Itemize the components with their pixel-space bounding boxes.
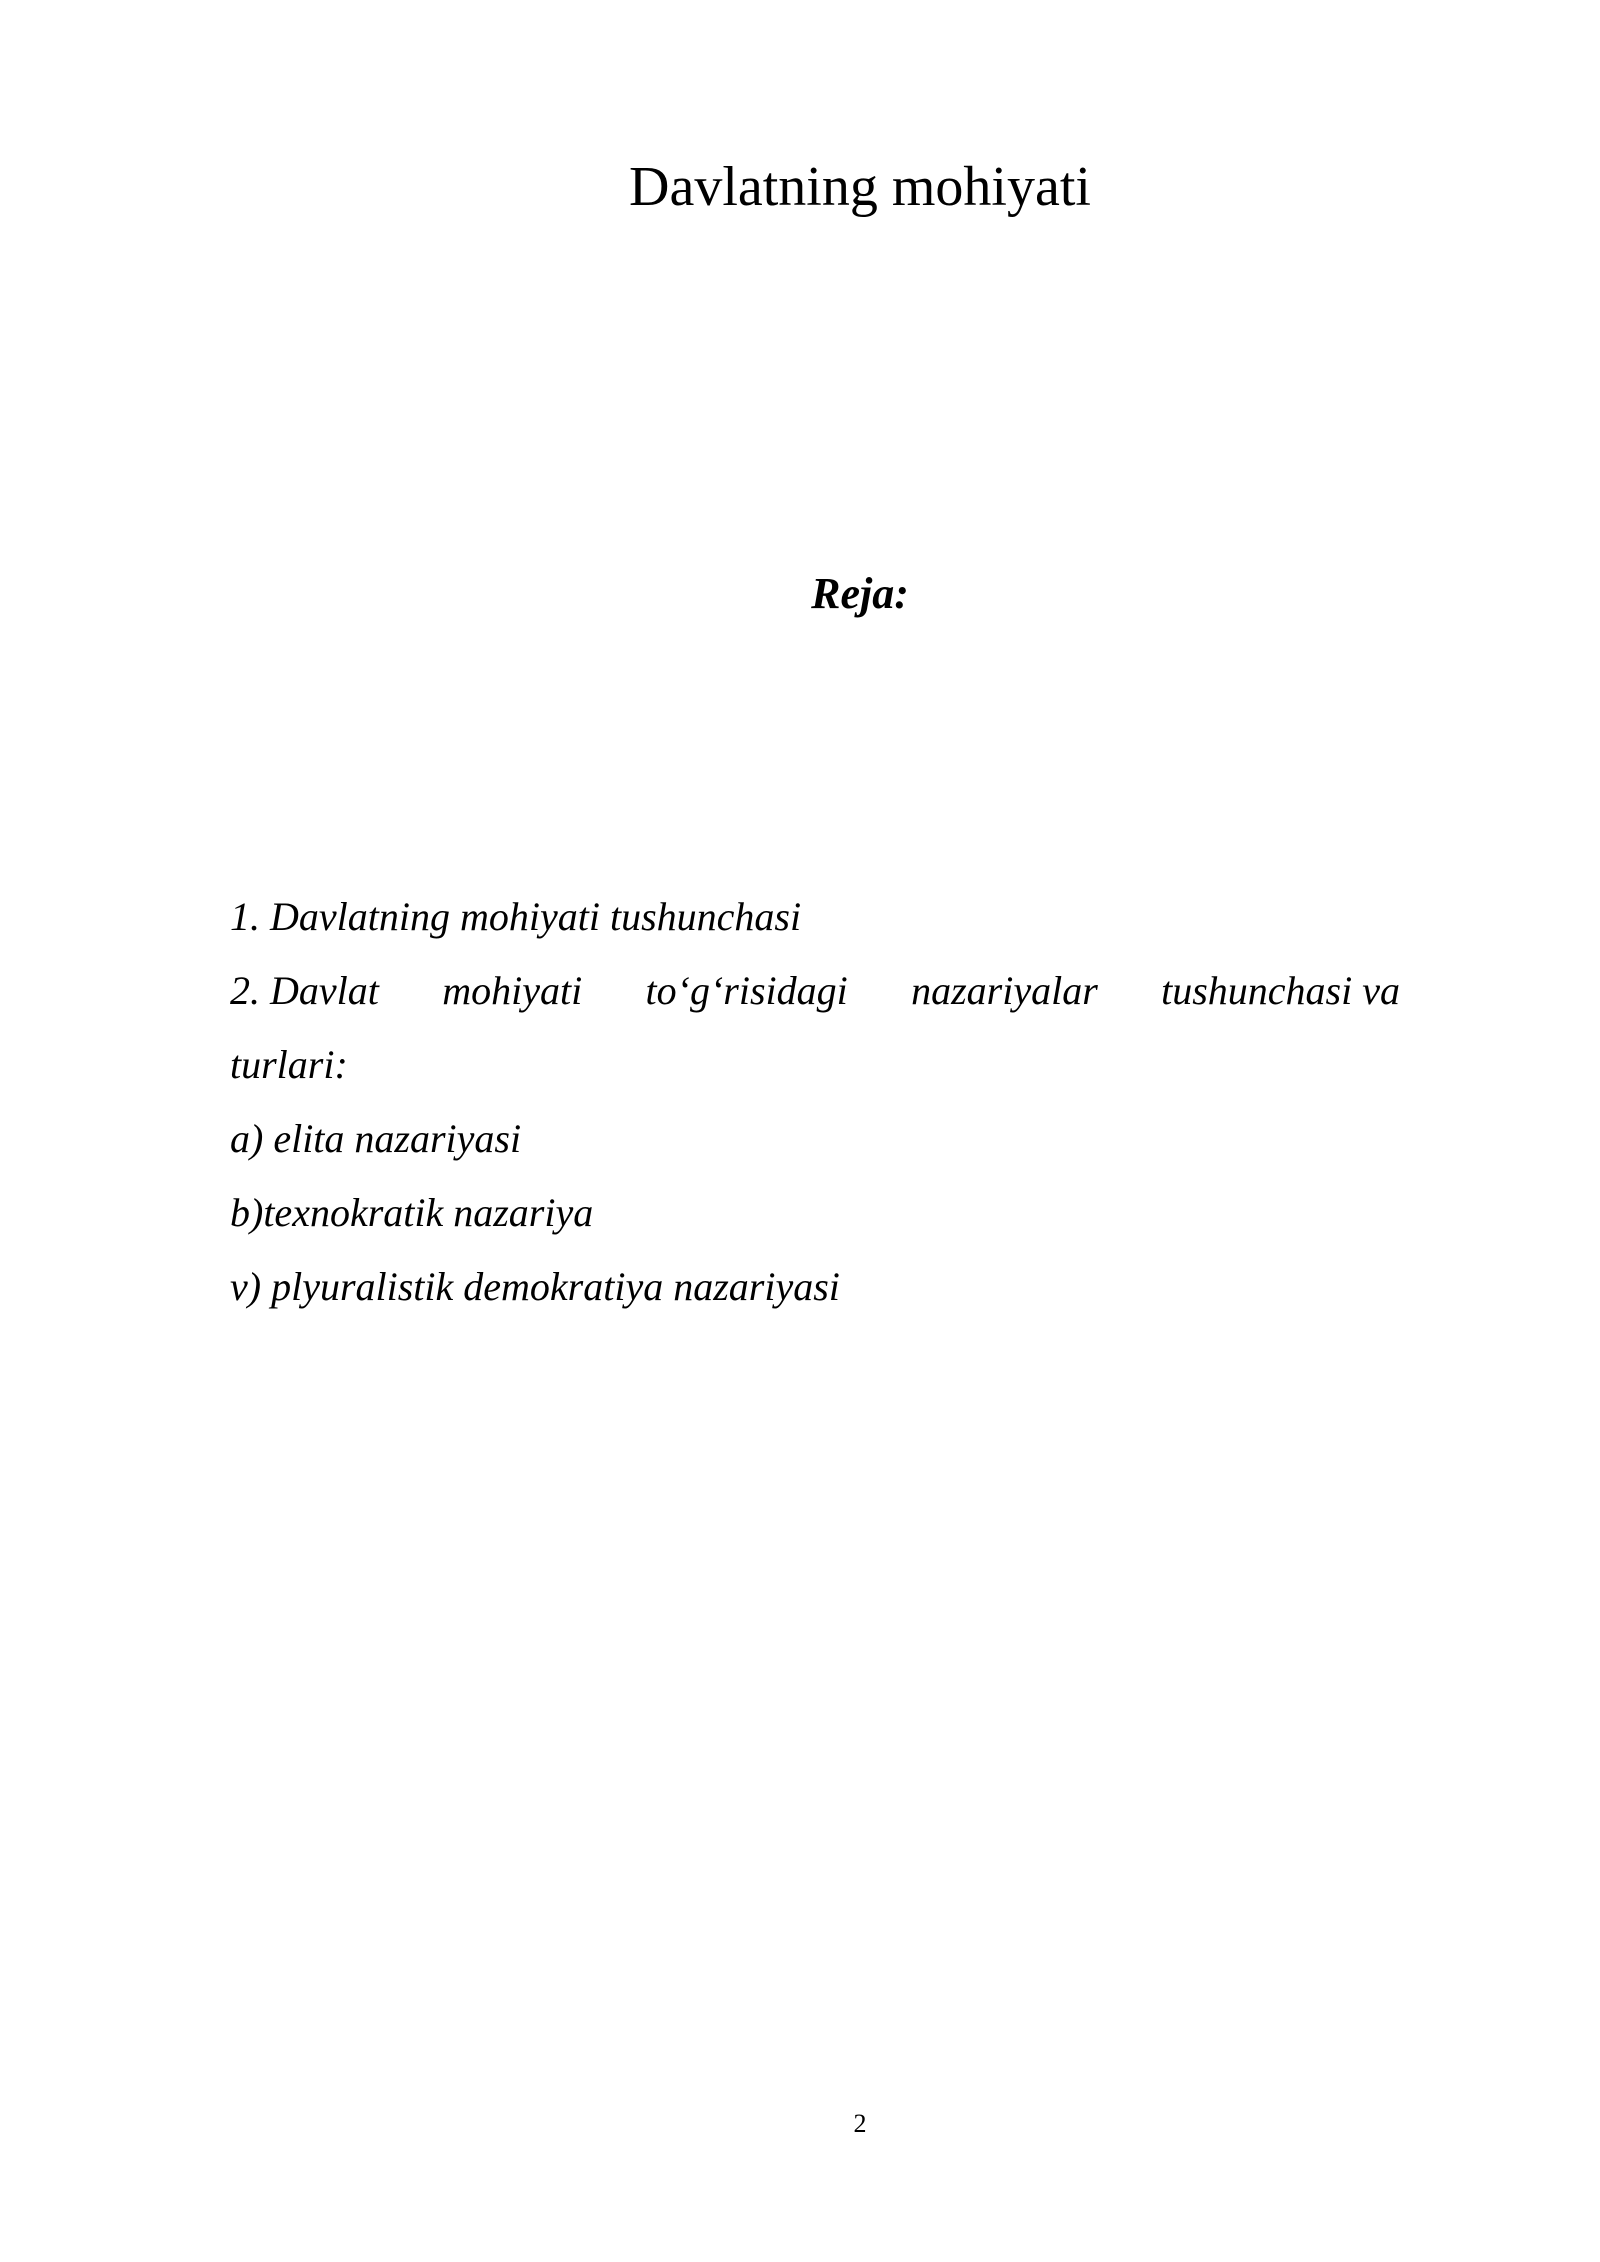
plan-list xyxy=(230,880,1400,1324)
plan-item-2-word: 2. Davlat xyxy=(230,968,379,1013)
plan-item-2-continuation: turlari: xyxy=(230,1042,348,1087)
plan-item-2 xyxy=(230,954,1400,1028)
plan-item-v: v) plyuralistik demokratiya nazariyasi xyxy=(230,1264,840,1309)
plan-item-b: b)texnokratik nazariya xyxy=(230,1190,594,1235)
plan-item-2-word: nazariyalar xyxy=(911,968,1098,1013)
page-number: 2 xyxy=(853,2109,867,2138)
plan-item-2-word: tushunchasi va xyxy=(1161,968,1400,1013)
plan-item-1: 1. Davlatning mohiyati tushunchasi xyxy=(230,894,802,939)
page-title: Davlatning mohiyati xyxy=(629,156,1091,218)
plan-item-2-word: to‘g‘risidagi xyxy=(645,968,848,1013)
plan-item-a: a) elita nazariyasi xyxy=(230,1116,522,1161)
plan-item-2-word: mohiyati xyxy=(442,968,583,1013)
plan-heading: Reja: xyxy=(811,569,909,618)
